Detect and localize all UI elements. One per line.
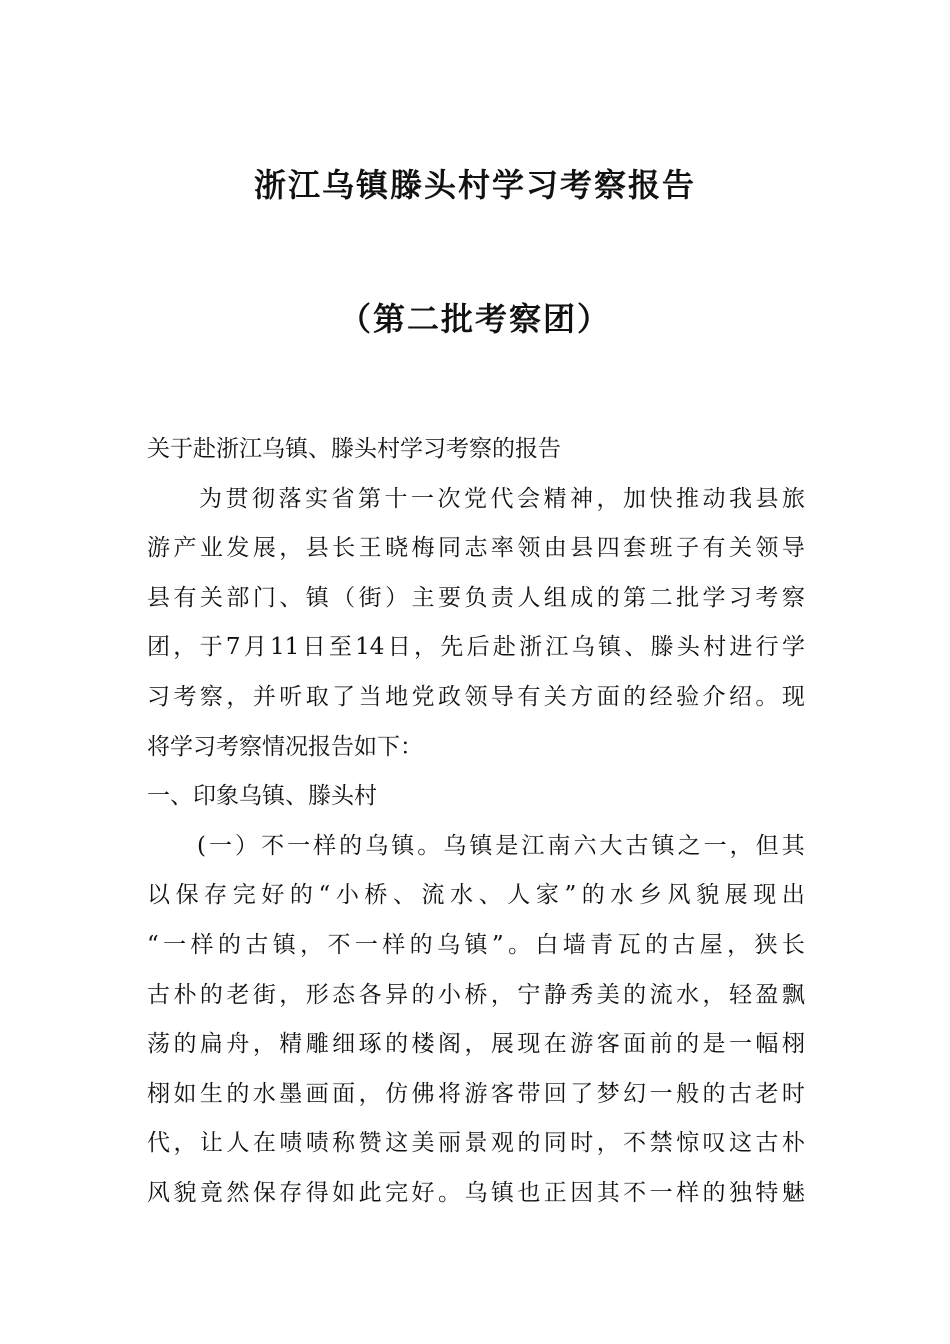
body-line: 游 产 业 发 展 ， 县 长 王 晓 梅 同 志 率 领 由 县 四 套 班 子 有 关 领 导	[147, 535, 805, 562]
body-line: 风 貌 竟 然 保 存 得 如 此 完 好 。 乌 镇 也 正 因 其 不 一 样 的 独 特 魅	[147, 1179, 805, 1206]
document-title: 浙江乌镇滕头村学习考察报告	[253, 166, 696, 204]
body-line: 为 贯 彻 落 实 省 第 十 一 次 党 代 会 精 神 ， 加 快 推 动 我 县 旅	[199, 485, 805, 512]
body-line: ( 一 ） 不 一 样 的 乌 镇 。 乌 镇 是 江 南 六 大 古 镇 之 一 ， 但 其	[197, 832, 805, 859]
body-line: “ 一 样 的 古 镇 ， 不 一 样 的 乌 镇 ” 。 白 墙 青 瓦 的 古 屋 ， 狭 长	[147, 931, 805, 958]
body-line: 荡 的 扁 舟 ， 精 雕 细 琢 的 楼 阁 ， 展 现 在 游 客 面 前 的 是 一 幅 栩	[147, 1031, 805, 1058]
body-line: 栩 如 生 的 水 墨 画 面 ， 仿 佛 将 游 客 带 回 了 梦 幻 一 般 的 古 老 时	[147, 1080, 805, 1107]
body-line: 代 ， 让 人 在 啧 啧 称 赞 这 美 丽 景 观 的 同 时 ， 不 禁 惊 叹 这 古 朴	[147, 1130, 805, 1157]
document-subtitle: （第二批考察团）	[338, 300, 611, 338]
body-line: 一、印象乌镇、滕头村	[147, 783, 377, 810]
body-line: 关于赴浙江乌镇、滕头村学习考察的报告	[147, 436, 561, 462]
body-line: 县 有 关 部 门 、 镇 （ 街 ） 主 要 负 责 人 组 成 的 第 二 批 学 习 考 察	[147, 584, 805, 611]
body-line: 古 朴 的 老 街 ， 形 态 各 异 的 小 桥 ， 宁 静 秀 美 的 流 水 ， 轻 盈 飘	[147, 981, 805, 1008]
document-body	[147, 425, 805, 1219]
body-line: 将学习考察情况报告如下：	[147, 733, 423, 760]
body-line: 团 ， 于 7 月 11 日 至 14 日 ， 先 后 赴 浙 江 乌 镇 、 滕 头 村 进 行 学	[147, 634, 805, 661]
body-line: 以 保 存 完 好 的 “ 小 桥 、 流 水 、 人 家 ” 的 水 乡 风 貌 展 现 出	[147, 882, 805, 909]
body-line: 习 考 察 ， 并 听 取 了 当 地 党 政 领 导 有 关 方 面 的 经 验 介 绍 。 现	[147, 683, 805, 710]
